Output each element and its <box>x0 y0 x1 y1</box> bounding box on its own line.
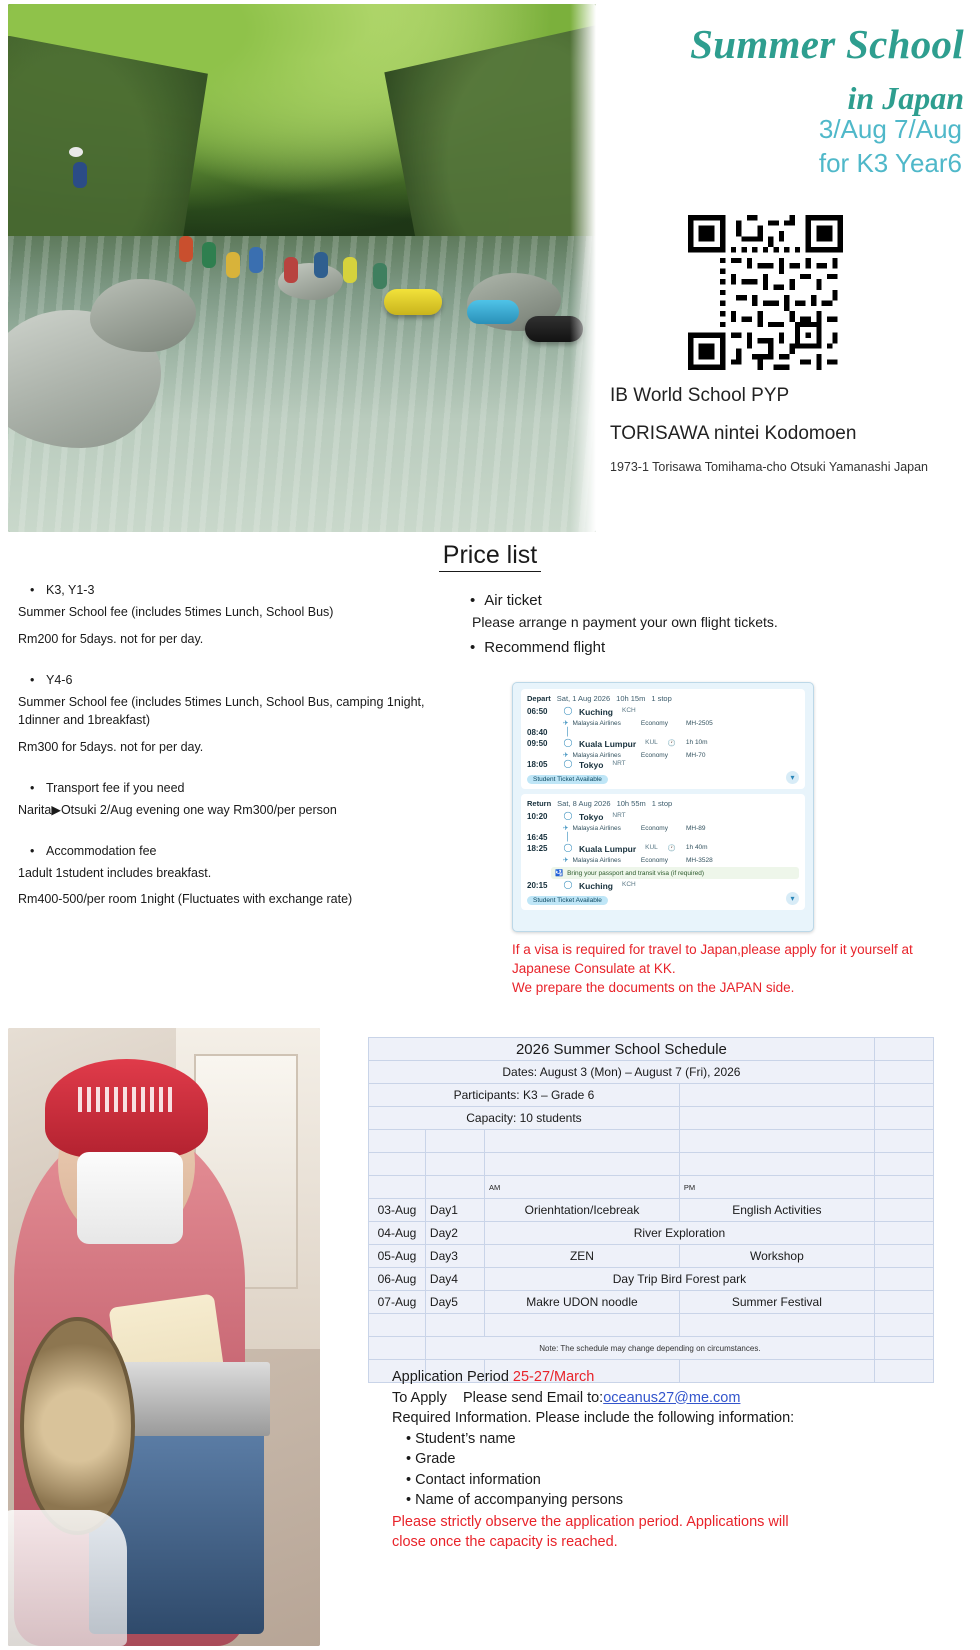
schedule-participants: Participants: K3 – Grade 6 <box>369 1084 680 1107</box>
visa-notice <box>512 940 942 997</box>
required-info-item-text: Grade <box>415 1451 456 1468</box>
flight-number: MH-2505 <box>685 719 713 727</box>
flight-leg <box>527 760 799 770</box>
airplane-icon: ✈ <box>563 857 569 864</box>
airplane-icon: ✈ <box>563 752 569 759</box>
table-row <box>369 1314 934 1337</box>
leg-city: Tokyo <box>579 760 604 770</box>
schedule-date: 05-Aug <box>369 1245 426 1268</box>
schedule-fullday: Day Trip Bird Forest park <box>485 1268 875 1291</box>
leg-airport-code: KCH <box>622 881 636 888</box>
table-row <box>369 1061 934 1084</box>
flight-segment-return[interactable] <box>521 794 805 910</box>
layover-duration: 1h 10m <box>685 739 708 746</box>
table-cell-blank <box>679 1084 874 1107</box>
student-ticket-badge: Student Ticket Available <box>527 775 608 784</box>
bullet-dot-icon: • <box>470 639 476 657</box>
leg-time: 18:25 <box>527 844 548 853</box>
table-row <box>369 1153 934 1176</box>
transit-visa-text: Bring your passport and transit visa (if required) <box>567 869 705 877</box>
price-line: Rm300 for 5days. not for per day. <box>18 740 204 754</box>
return-stops: 1 stop <box>651 799 673 808</box>
chevron-down-icon[interactable]: ▾ <box>786 771 799 784</box>
header-grades: for K3 Year6 <box>818 148 962 178</box>
price-group-bullet <box>30 844 448 858</box>
price-line: Summer School fee (includes 5times Lunch, School Bus, camping 1night, 1dinner and 1breakfast) <box>18 694 425 728</box>
flight-leg <box>527 728 799 737</box>
header-dates: 3/Aug 7/Aug <box>818 114 962 144</box>
price-group-k3 <box>18 583 448 649</box>
flight-number: MH-70 <box>685 751 706 759</box>
flight-airline-row <box>563 719 799 727</box>
airline-name: Malaysia Airlines <box>572 824 621 832</box>
airline-name: Malaysia Airlines <box>572 751 621 759</box>
schedule-day: Day3 <box>425 1245 484 1268</box>
hero-text-block <box>600 0 980 535</box>
depart-label: Depart <box>527 694 551 703</box>
schedule-date: 07-Aug <box>369 1291 426 1314</box>
leg-time: 06:50 <box>527 707 548 716</box>
leg-city: Kuala Lumpur <box>579 739 637 749</box>
schedule-pm: English Activities <box>679 1199 874 1222</box>
table-row <box>369 1291 934 1314</box>
price-list-column <box>18 583 448 917</box>
price-group-accommodation <box>18 844 448 910</box>
clock-icon: 🕐 <box>667 740 676 747</box>
price-list-heading-text: Price list <box>439 541 541 572</box>
leg-city: Tokyo <box>579 812 604 822</box>
leg-time: 08:40 <box>527 728 548 737</box>
table-cell-blank <box>874 1107 933 1130</box>
bullet-dot-icon: • <box>30 780 35 795</box>
table-header-row <box>369 1176 934 1199</box>
leg-node-icon: ◯ <box>563 759 573 768</box>
required-info-label: Required Information. Please include the following information: <box>392 1410 795 1427</box>
river-photo <box>8 4 596 532</box>
table-row <box>369 1038 934 1061</box>
bullet-dot-icon: • <box>470 592 476 609</box>
leg-airport-code: KCH <box>622 707 636 714</box>
flight-airline-row <box>563 824 799 832</box>
table-row <box>369 1337 934 1360</box>
leg-time: 09:50 <box>527 739 548 748</box>
air-ticket-bullet <box>470 592 940 609</box>
leg-node-icon: ◯ <box>563 843 573 852</box>
airline-name: Malaysia Airlines <box>572 856 621 864</box>
leg-node-icon: ◯ <box>563 738 573 747</box>
table-row <box>369 1199 934 1222</box>
schedule-day: Day1 <box>425 1199 484 1222</box>
to-apply-row <box>392 1388 952 1409</box>
flight-leg <box>527 739 799 749</box>
leg-time: 10:20 <box>527 812 548 821</box>
schedule-fullday: River Exploration <box>485 1222 875 1245</box>
leg-city: Kuching <box>579 881 613 891</box>
table-row <box>369 1268 934 1291</box>
leg-time: 18:05 <box>527 760 548 769</box>
cabin-class: Economy <box>640 719 668 727</box>
price-group-label: Y4-6 <box>46 672 73 687</box>
table-row <box>369 1084 934 1107</box>
price-group-bullet <box>30 673 448 687</box>
depart-duration: 10h 15m <box>616 694 646 703</box>
schedule-date: 06-Aug <box>369 1268 426 1291</box>
schedule-note: Note: The schedule may change depending on circumstances. <box>425 1337 874 1360</box>
air-ticket-column <box>470 592 940 996</box>
organization-name: IB World School PYP <box>610 385 790 406</box>
table-cell-blank <box>679 1107 874 1130</box>
capacity-warning-line1: Please strictly observe the application period. Applications will <box>392 1514 789 1531</box>
flight-number: MH-3528 <box>685 856 713 864</box>
capacity-warning <box>392 1513 952 1552</box>
table-row <box>369 1222 934 1245</box>
flight-leg <box>527 812 799 822</box>
return-duration: 10h 55m <box>616 799 646 808</box>
schedule-date: 04-Aug <box>369 1222 426 1245</box>
bullet-dot-icon: • <box>30 843 35 858</box>
return-label: Return <box>527 799 552 808</box>
to-apply-text: Please send Email to: <box>462 1389 604 1406</box>
price-group-bullet <box>30 583 448 597</box>
leg-city: Kuching <box>579 707 613 717</box>
table-row <box>369 1107 934 1130</box>
school-name: TORISAWA nintei Kodomoen <box>610 423 857 444</box>
visa-notice-line1: If a visa is required for travel to Japan,please apply for it yourself at Japanese Consulate at KK. <box>512 942 913 977</box>
leg-time: 16:45 <box>527 833 548 842</box>
leg-airport-code: NRT <box>612 760 626 767</box>
depart-stops: 1 stop <box>651 694 672 703</box>
leg-node-icon: ◯ <box>563 880 573 889</box>
schedule-day: Day5 <box>425 1291 484 1314</box>
price-line: Summer School fee (includes 5times Lunch, School Bus) <box>18 605 334 619</box>
schedule-am: Orienhtation/Icebreak <box>485 1199 680 1222</box>
airplane-icon: ✈ <box>563 825 569 832</box>
price-list-heading <box>0 541 980 570</box>
schedule-am: ZEN <box>485 1245 680 1268</box>
layover-duration: 1h 40m <box>685 844 708 851</box>
price-line: Rm200 for 5days. not for per day. <box>18 631 204 646</box>
column-header-pm: PM <box>679 1176 874 1199</box>
application-period-label: Application Period <box>392 1369 513 1385</box>
price-line: Rm400-500/per room 1night (Fluctuates with exchange rate) <box>18 892 353 907</box>
table-row <box>369 1245 934 1268</box>
leg-airport-code: NRT <box>612 812 626 819</box>
clock-icon: 🕐 <box>667 845 676 852</box>
air-ticket-note: Please arrange n payment your own flight tickets. <box>472 614 778 630</box>
table-row <box>369 1130 934 1153</box>
udon-photo <box>8 1028 320 1646</box>
bullet-dot-icon: • <box>30 583 35 597</box>
page-subtitle: in Japan <box>847 80 964 116</box>
flight-leg <box>527 833 799 842</box>
return-date: Sat, 8 Aug 2026 <box>557 799 611 808</box>
cabin-class: Economy <box>640 856 668 864</box>
qr-code-icon[interactable] <box>688 215 843 370</box>
airline-name: Malaysia Airlines <box>572 719 621 727</box>
schedule-am: Makre UDON noodle <box>485 1291 680 1314</box>
application-block <box>392 1367 952 1552</box>
visa-notice-line2: We prepare the documents on the JAPAN side. <box>512 980 795 996</box>
photo-edge-fade <box>570 4 596 532</box>
schedule-day: Day2 <box>425 1222 484 1245</box>
column-header-am: AM <box>485 1176 680 1199</box>
recommend-flight-bullet <box>470 639 940 656</box>
capacity-warning-line2: close once the capacity is reached. <box>392 1533 618 1550</box>
schedule-dates: Dates: August 3 (Mon) – August 7 (Fri), 2026 <box>369 1061 875 1084</box>
school-address: 1973-1 Torisawa Tomihama-cho Otsuki Yamanashi Japan <box>610 460 928 474</box>
price-group-bullet <box>30 781 448 795</box>
price-group-label: Transport fee if you need <box>46 780 185 795</box>
leg-time: 20:15 <box>527 881 548 890</box>
schedule-pm: Workshop <box>679 1245 874 1268</box>
schedule-pm: Summer Festival <box>679 1291 874 1314</box>
flight-segment-depart[interactable] <box>521 689 805 789</box>
table-cell-blank <box>874 1061 933 1084</box>
to-apply-label: To Apply <box>392 1389 447 1406</box>
page-title: Summer School <box>690 21 964 67</box>
flight-number: MH-89 <box>685 824 706 832</box>
schedule-date: 03-Aug <box>369 1199 426 1222</box>
chevron-down-icon[interactable]: ▾ <box>786 892 799 905</box>
required-info-item: • Name of accompanying persons <box>406 1492 624 1509</box>
price-group-label: Accommodation fee <box>46 843 157 858</box>
schedule-day: Day4 <box>425 1268 484 1291</box>
flight-leg <box>527 707 799 717</box>
leg-node-icon: │ <box>565 727 571 736</box>
table-cell-blank <box>874 1084 933 1107</box>
leg-city: Kuala Lumpur <box>579 844 637 854</box>
leg-node-icon: ◯ <box>563 706 573 715</box>
table-cell-blank <box>874 1038 933 1061</box>
required-info-item-text: Student’s name <box>415 1430 516 1447</box>
required-info-item: • Contact information <box>406 1471 541 1488</box>
flight-leg <box>527 881 799 891</box>
price-group-label: K3, Y1-3 <box>46 583 95 597</box>
airplane-icon: ✈ <box>563 720 569 727</box>
bullet-dot-icon: • <box>30 672 35 687</box>
flight-itinerary-card[interactable] <box>512 682 814 932</box>
schedule-title: 2026 Summer School Schedule <box>369 1038 875 1061</box>
application-email-link[interactable]: oceanus27@me.com <box>603 1389 741 1406</box>
price-line: 1adult 1student includes breakfast. <box>18 865 212 880</box>
application-period-value: 25-27/March <box>512 1369 595 1385</box>
price-group-y46 <box>18 673 448 757</box>
required-info-item-text: Name of accompanying persons <box>415 1492 624 1509</box>
cabin-class: Economy <box>640 751 668 759</box>
leg-airport-code: KUL <box>645 739 658 746</box>
leg-node-icon: ◯ <box>563 811 573 820</box>
required-info-item: • Student’s name <box>406 1430 516 1447</box>
leg-node-icon: │ <box>565 832 571 841</box>
river-scene-illustration <box>8 4 596 532</box>
application-period-row <box>392 1367 952 1388</box>
hero-section <box>0 0 980 535</box>
flight-airline-row <box>563 856 799 864</box>
air-ticket-label: Air ticket <box>484 592 542 609</box>
required-info-item-text: Contact information <box>415 1471 541 1488</box>
schedule-table <box>368 1037 934 1383</box>
price-group-transport <box>18 781 448 820</box>
leg-airport-code: KUL <box>645 844 658 851</box>
student-ticket-badge: Student Ticket Available <box>527 896 608 905</box>
passport-icon: 🛂 <box>555 870 564 877</box>
flight-airline-row <box>563 751 799 759</box>
schedule-capacity: Capacity: 10 students <box>369 1107 680 1130</box>
recommend-flight-label: Recommend flight <box>484 639 606 657</box>
transit-visa-notice <box>551 867 799 879</box>
required-info-item: • Grade <box>406 1451 456 1468</box>
cabin-class: Economy <box>640 824 668 832</box>
depart-date: Sat, 1 Aug 2026 <box>556 694 611 703</box>
flight-leg <box>527 844 799 854</box>
price-line: Narita▶Otsuki 2/Aug evening one way Rm300/per person <box>18 802 337 817</box>
